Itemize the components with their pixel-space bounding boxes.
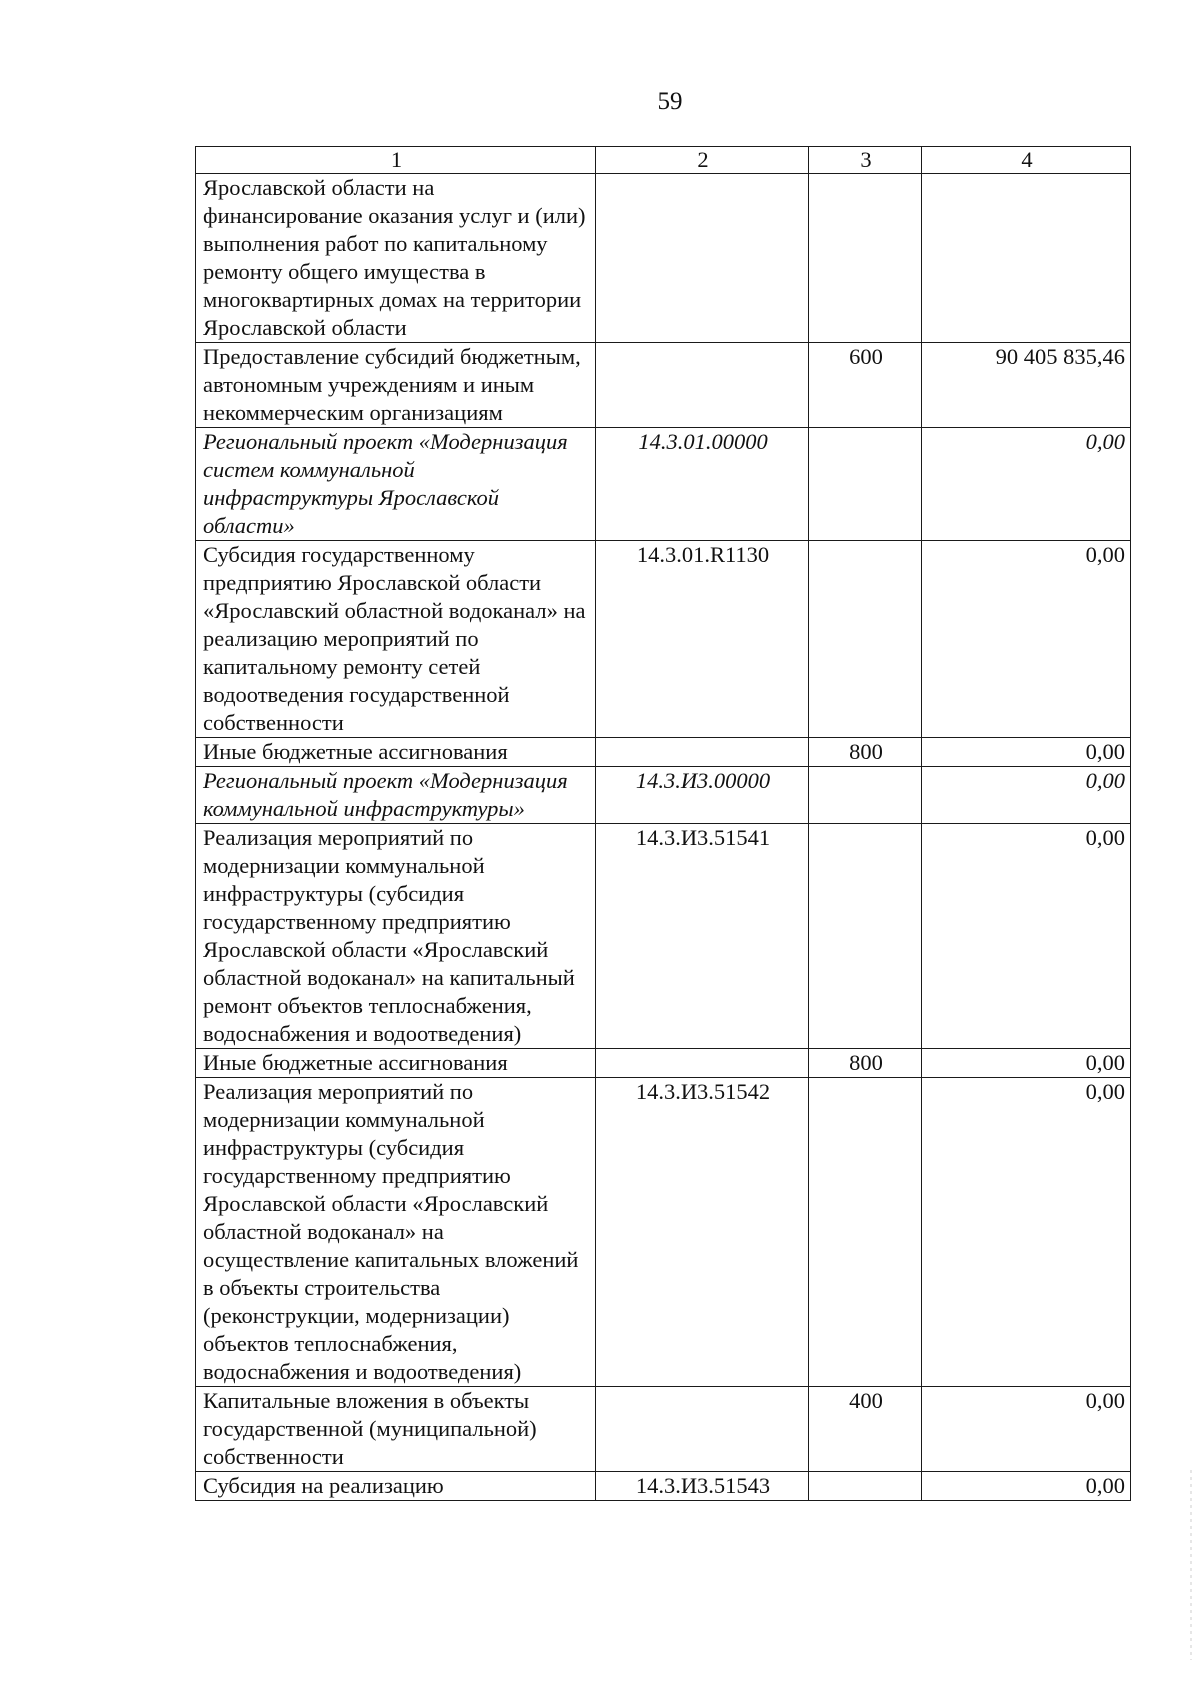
row-code-cell [596,1387,809,1472]
row-code-cell [596,738,809,767]
row-name-cell: Предоставление субсидий бюджетным, автономным учреждениям и иным некоммерческим организациям [196,343,596,428]
row-type-cell [809,174,922,343]
row-name-cell: Реализация мероприятий по модернизации коммунальной инфраструктуры (субсидия государственному предприятию Ярославской области «Ярославский областной водоканал» на капитальный ремонт объектов теплоснабжения, водоснабжения и водоотведения) [196,824,596,1049]
table-row [196,824,1131,1049]
header-cell-4: 4 [922,147,1131,174]
row-amount-cell: 0,00 [922,738,1131,767]
row-type-cell [809,1472,922,1501]
row-amount-cell: 0,00 [922,824,1131,1049]
row-type-cell [809,1078,922,1387]
row-type-cell: 800 [809,1049,922,1078]
row-amount-cell: 0,00 [922,1078,1131,1387]
table-row-regional-project [196,428,1131,541]
table-header-row [196,147,1131,174]
row-type-cell: 600 [809,343,922,428]
budget-table [195,146,1131,1501]
table-row [196,738,1131,767]
row-code-cell [596,174,809,343]
page-number: 59 [657,88,683,115]
row-code-cell: 14.3.И3.00000 [596,767,809,824]
row-code-cell: 14.3.01.00000 [596,428,809,541]
row-type-cell: 400 [809,1387,922,1472]
table-row-regional-project [196,767,1131,824]
row-name-cell: Иные бюджетные ассигнования [196,738,596,767]
row-amount-cell: 90 405 835,46 [922,343,1131,428]
header-cell-2: 2 [596,147,809,174]
table-row [196,541,1131,738]
row-name-cell: Иные бюджетные ассигнования [196,1049,596,1078]
row-code-cell: 14.3.01.R1130 [596,541,809,738]
table-row [196,343,1131,428]
row-type-cell: 800 [809,738,922,767]
table-row [196,174,1131,343]
row-name-cell: Ярославской области на финансирование оказания услуг и (или) выполнения работ по капитальному ремонту общего имущества в многоквартирных домах на территории Ярославской области [196,174,596,343]
row-name-cell: Субсидия государственному предприятию Ярославской области «Ярославский областной водоканал» на реализацию мероприятий по капитальному ремонту сетей водоотведения государственной собственности [196,541,596,738]
row-type-cell [809,428,922,541]
table-row [196,1078,1131,1387]
row-name-cell: Субсидия на реализацию [196,1472,596,1501]
row-name-cell: Региональный проект «Модернизация систем коммунальной инфраструктуры Ярославской области» [196,428,596,541]
scan-edge-artifact [1190,1470,1192,1660]
table-row [196,1049,1131,1078]
row-amount-cell: 0,00 [922,428,1131,541]
row-amount-cell: 0,00 [922,767,1131,824]
row-type-cell [809,767,922,824]
row-code-cell [596,1049,809,1078]
row-type-cell [809,824,922,1049]
row-code-cell [596,343,809,428]
row-code-cell: 14.3.И3.51541 [596,824,809,1049]
header-cell-3: 3 [809,147,922,174]
header-cell-1: 1 [196,147,596,174]
row-code-cell: 14.3.И3.51542 [596,1078,809,1387]
row-name-cell: Реализация мероприятий по модернизации коммунальной инфраструктуры (субсидия государственному предприятию Ярославской области «Ярославский областной водоканал» на осуществление капитальных вложений в объекты строительства (реконструкции, модернизации) объектов теплоснабжения, водоснабжения и водоотведения) [196,1078,596,1387]
row-name-cell: Региональный проект «Модернизация коммунальной инфраструктуры» [196,767,596,824]
table-row [196,1387,1131,1472]
row-amount-cell: 0,00 [922,1472,1131,1501]
row-code-cell: 14.3.И3.51543 [596,1472,809,1501]
row-amount-cell [922,174,1131,343]
row-name-cell: Капитальные вложения в объекты государственной (муниципальной) собственности [196,1387,596,1472]
row-amount-cell: 0,00 [922,541,1131,738]
row-amount-cell: 0,00 [922,1049,1131,1078]
row-type-cell [809,541,922,738]
table-row [196,1472,1131,1501]
row-amount-cell: 0,00 [922,1387,1131,1472]
